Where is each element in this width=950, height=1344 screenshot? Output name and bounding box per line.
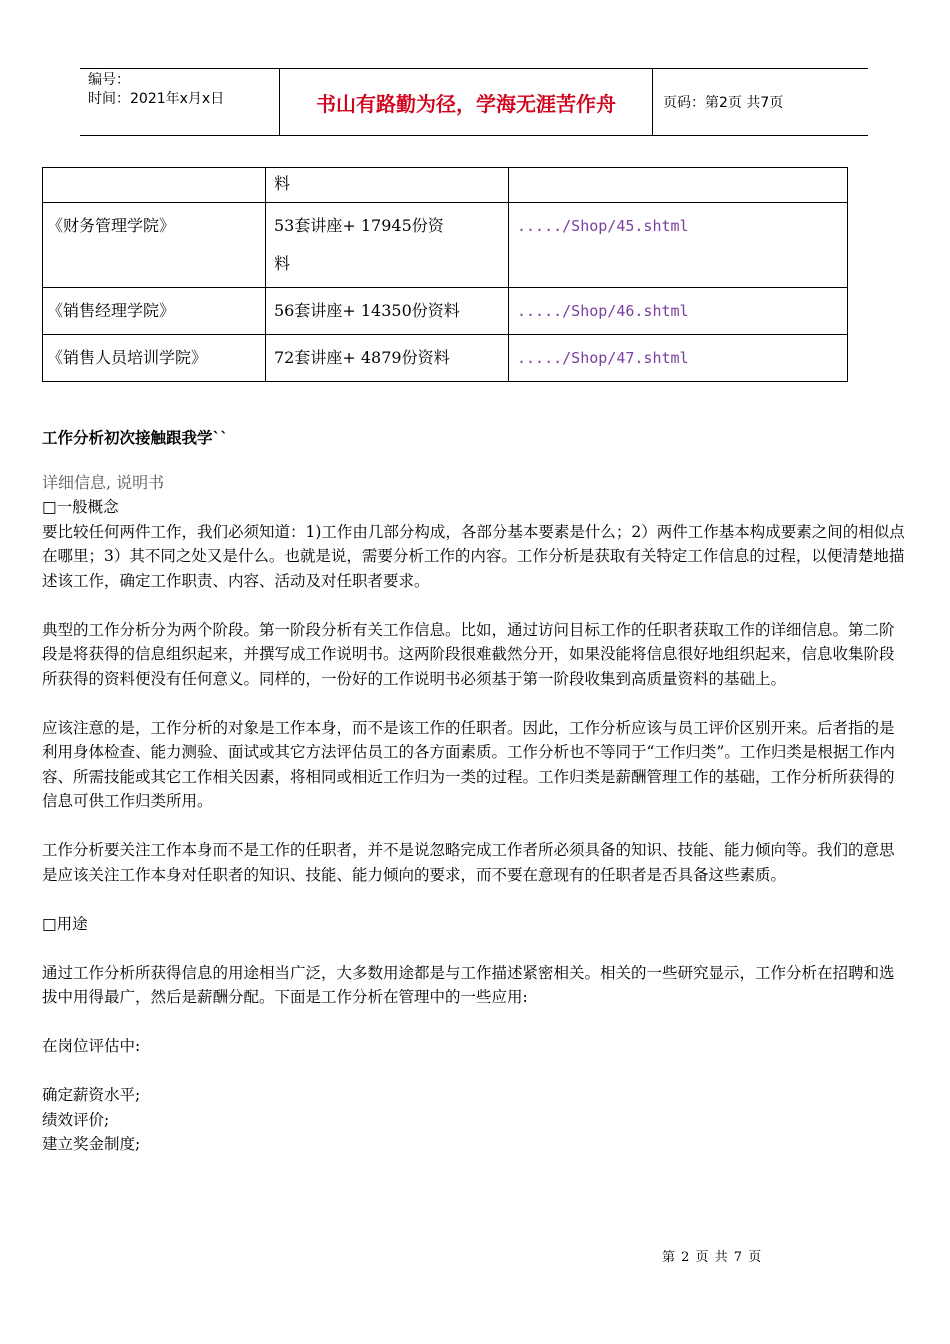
article-subtitle: 详细信息, 说明书 [42,472,165,492]
header-page-info: 页码：第2页 共7页 [663,95,784,111]
course-table [42,167,848,382]
header-meta [80,69,280,135]
table-cell-link[interactable]: ...../Shop/47.shtml [509,335,848,382]
table-cell-link[interactable]: ...../Shop/46.shtml [509,288,848,335]
section-heading-concept: □一般概念 [42,498,119,516]
article-title: 工作分析初次接触跟我学`` [42,429,229,447]
table-row [43,168,848,203]
header-number-label: 编号： [88,72,130,88]
paragraph-1: 要比较任何两件工作，我们必须知道：1)工作由几部分构成，各部分基本要素是什么；2）两件工作基本构成要素之间的相似点在哪里；3）其不同之处又是什么。也就是说，需要分析工作的内容。工作分析是获取有关特定工作信息的过程，以便清楚地描述该工作，确定工作职责、内容、活动及对任职者要求。 [42,522,905,590]
table-cell-count-line1: 53套讲座+ 17945份资 [274,216,444,235]
list-item: 确定薪资水平; [42,1086,141,1104]
header-motto: 书山有路勤为径，学海无涯苦作舟 [280,69,653,135]
table-row [43,288,848,335]
paragraph-4: 工作分析要关注工作本身而不是工作的任职者，并不是说忽略完成工作者所必须具备的知识、技能、能力倾向等。我们的意思是应该关注工作本身对任职者的知识、技能、能力倾向的要求，而不要在意现有的任职者是否具备这些素质。 [42,841,895,884]
table-cell-name: 《销售人员培训学院》 [43,335,266,382]
table-cell-link[interactable]: ...../Shop/45.shtml [509,203,848,288]
table-cell-count [266,203,509,288]
table-cell-count: 56套讲座+ 14350份资料 [266,288,509,335]
paragraph-6: 在岗位评估中: [42,1037,141,1055]
header-time-label: 时间：2021年x月x日 [88,91,225,107]
paragraph-2: 典型的工作分析分为两个阶段。第一阶段分析有关工作信息。比如，通过访问目标工作的任职者获取工作的详细信息。第二阶段是将获得的信息组织起来，并撰写成工作说明书。这两阶段很难截然分开，如果没能将信息很好地组织起来，信息收集阶段所获得的资料便没有任何意义。同样的，一份好的工作说明书必须基于第一阶段收集到高质量资料的基础上。 [42,620,895,688]
table-cell-link [509,168,848,203]
table-cell-name: 《财务管理学院》 [43,203,266,288]
article-body [42,426,908,1157]
paragraph-3: 应该注意的是，工作分析的对象是工作本身，而不是该工作的任职者。因此，工作分析应该与员工评价区别开来。后者指的是利用身体检查、能力测验、面试或其它方法评估员工的各方面素质。工作分析也不等同于“工作归类”。工作归类是根据工作内容、所需技能或其它工作相关因素，将相同或相近工作归为一类的过程。工作归类是薪酬管理工作的基础，工作分析所获得的信息可供工作归类所用。 [42,718,895,810]
table-cell-count-line2: 料 [274,254,291,273]
table-row [43,203,848,288]
paragraph-5: 通过工作分析所获得信息的用途相当广泛，大多数用途都是与工作描述紧密相关。相关的一些研究显示，工作分析在招聘和选拔中用得最广，然后是薪酬分配。下面是工作分析在管理中的一些应用: [42,963,895,1006]
list-item: 建立奖金制度; [42,1135,141,1153]
table-cell-count: 料 [266,168,509,203]
list-item: 绩效评价; [42,1110,110,1129]
table-cell-count: 72套讲座+ 4879份资料 [266,335,509,382]
page-footer: 第 2 页 共 7 页 [662,1250,763,1265]
table-cell-name [43,168,266,203]
table-cell-name: 《销售经理学院》 [43,288,266,335]
table-row [43,335,848,382]
page-header [80,68,868,136]
section-heading-usage: □用途 [42,914,88,933]
